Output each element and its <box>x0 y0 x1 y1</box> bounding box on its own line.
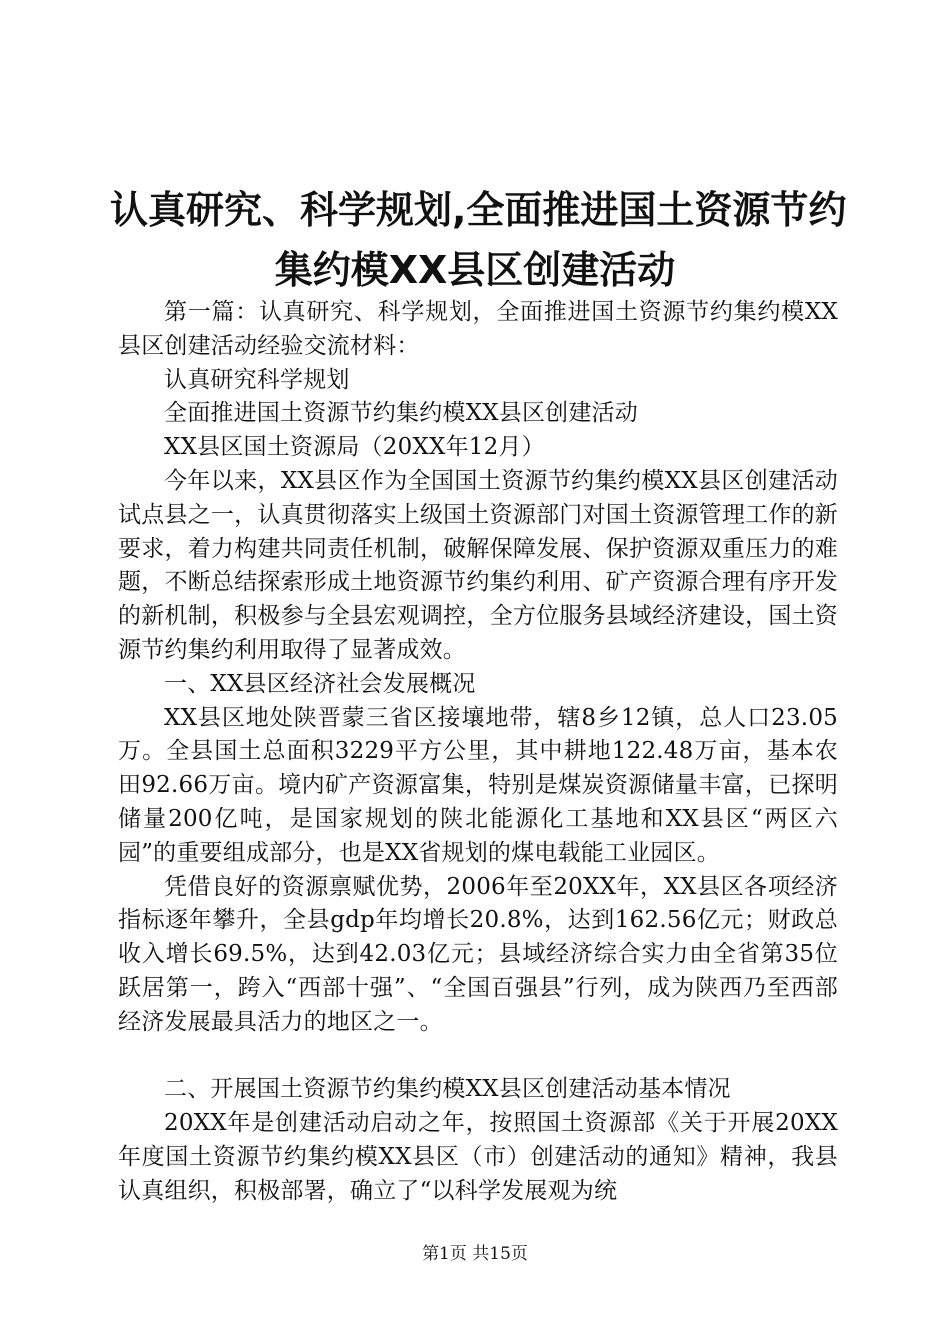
section-heading-2: 二、开展国土资源节约集约模XX县区创建活动基本情况 <box>164 1076 731 1103</box>
paragraph-intro: 第一篇：认真研究、科学规划，全面推进国土资源节约集约模XX县区创建活动经验交流材料： <box>118 299 838 359</box>
document-body <box>118 296 838 1209</box>
paragraph-economy: 凭借良好的资源禀赋优势，2006年至20XX年，XX县区各项经济指标逐年攀升，全县gdp年均增长20.8%，达到162.56亿元；财政总收入增长69.5%，达到42.03亿元；县域经济综合实力由全省第35位跃居第一，跨入“西部十强”、“全国百强县”行列，成为陕西乃至西部经济发展最具活力的地区之一。 <box>118 873 838 1035</box>
section-heading-1: 一、XX县区经济社会发展概况 <box>164 670 476 697</box>
document-title-line-2: 集约模XX县区创建活动 <box>274 248 676 292</box>
paragraph-county-profile: XX县区地处陕晋蒙三省区接壤地带，辖8乡12镇，总人口23.05万。全县国土总面积3229平方公里，其中耕地122.48万亩，基本农田92.66万亩。境内矿产资源富集，特别是煤炭资源储量丰富，已探明储量200亿吨，是国家规划的陕北能源化工基地和XX县区“两区六园”的重要组成部分，也是XX省规划的煤电载能工业园区。 <box>118 704 838 866</box>
paragraph-subtitle-2: 全面推进国土资源节约集约模XX县区创建活动 <box>164 400 638 427</box>
blank-line <box>118 1040 838 1074</box>
document-title-line-1: 认真研究、科学规划,全面推进国土资源节约 <box>110 188 847 232</box>
paragraph-subtitle-1: 认真研究科学规划 <box>164 366 350 393</box>
paragraph-author-date: XX县区国土资源局（20XX年12月） <box>164 434 545 461</box>
paragraph-overview: 今年以来，XX县区作为全国国土资源节约集约模XX县区创建活动试点县之一，认真贯彻落实上级国土资源部门对国土资源管理工作的新要求，着力构建共同责任机制，破解保障发展、保护资源双重压力的难题，不断总结探索形成土地资源节约集约利用、矿产资源合理有序开发的新机制，积极参与全县宏观调控，全方位服务县域经济建设，国土资源节约集约利用取得了显著成效。 <box>118 467 838 663</box>
page-number-footer: 第1页 共15页 <box>422 1244 528 1264</box>
paragraph-activity: 20XX年是创建活动启动之年，按照国土资源部《关于开展20XX年度国土资源节约集约模XX县区（市）创建活动的通知》精神，我县认真组织，积极部署，确立了“以科学发展观为统 <box>118 1110 838 1204</box>
